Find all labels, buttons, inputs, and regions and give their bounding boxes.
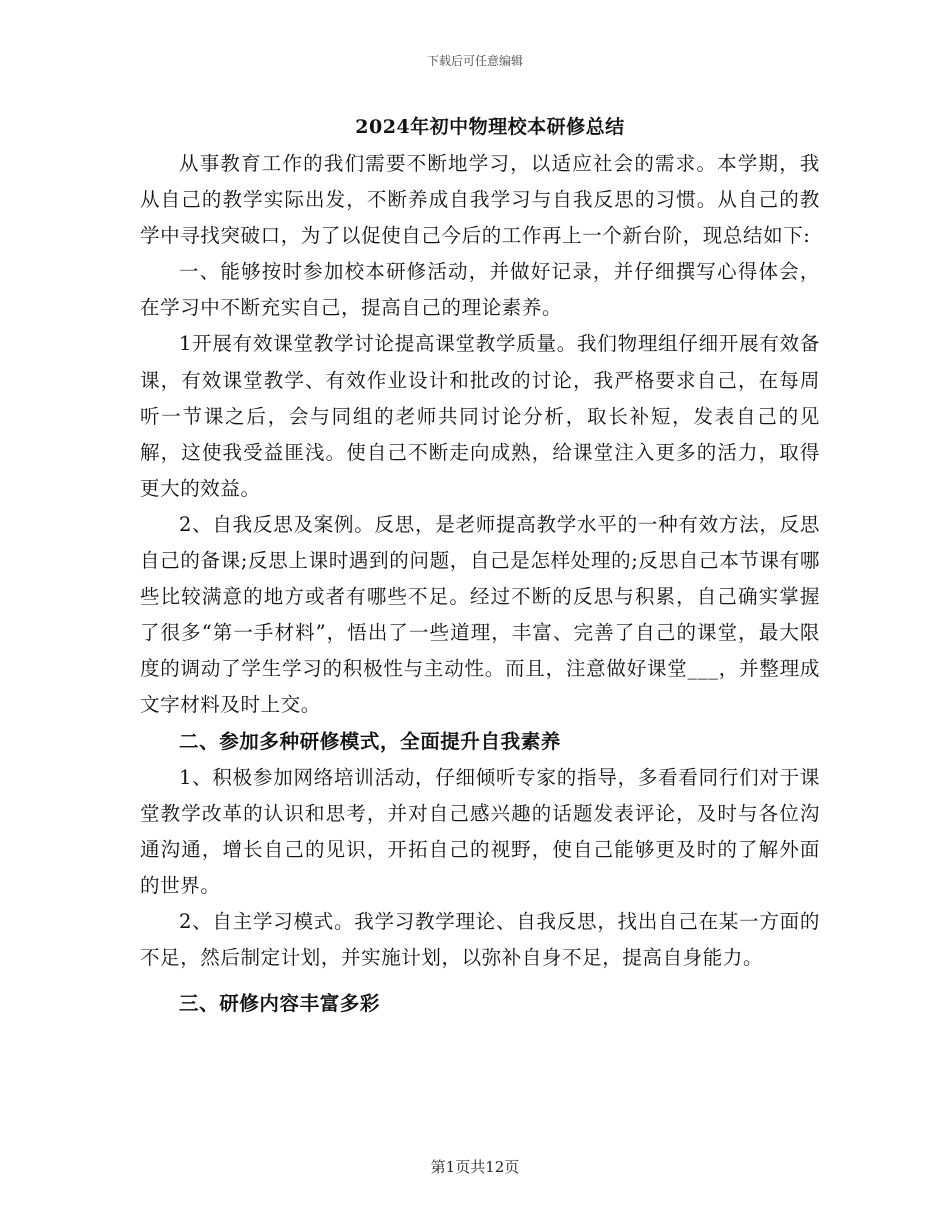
page-footer-pagination: 第1页共12页 (430, 1158, 520, 1176)
document-body (140, 146, 820, 1022)
paragraph-intro: 从事教育工作的我们需要不断地学习，以适应社会的需求。本学期，我从自己的教学实际出发，不断养成自我学习与自我反思的习惯。从自己的教学中寻找突破口，为了以促使自己今后的工作再上一个新台阶，现总结如下: (140, 152, 820, 248)
document-title: 2024年初中物理校本研修总结 (355, 116, 625, 138)
paragraph-item-1-2: 2、自我反思及案例。反思，是老师提高教学水平的一种有效方法，反思自己的备课;反思上课时遇到的问题，自己是怎样处理的;反思自己本节课有哪些比较满意的地方或者有哪些不足。经过不断的反思与积累，自己确实掌握了很多“第一手材料”，悟出了一些道理，丰富、完善了自己的课堂，最大限度的调动了学生学习的积极性与主动性。而且，注意做好课堂___，并整理成文字材料及时上交。 (140, 512, 820, 717)
paragraph-section-1: 一、能够按时参加校本研修活动，并做好记录，并仔细撰写心得体会，在学习中不断充实自己，提高自己的理论素养。 (140, 260, 820, 320)
paragraph-item-2-1: 1、积极参加网络培训活动，仔细倾听专家的指导，多看看同行们对于课堂教学改革的认识和思考，并对自己感兴趣的话题发表评论，及时与各位沟通沟通，增长自己的见识，开拓自己的视野，使自己能够更及时的了解外面的世界。 (140, 765, 820, 897)
heading-section-2: 二、参加多种研修模式，全面提升自我素养 (179, 729, 561, 753)
paragraph-item-1-1: 1开展有效课堂教学讨论提高课堂教学质量。我们物理组仔细开展有效备课，有效课堂教学、有效作业设计和批改的讨论，我严格要求自己，在每周听一节课之后，会与同组的老师共同讨论分析，取长补短，发表自己的见解，这使我受益匪浅。使自己不断走向成熟，给课堂注入更多的活力，取得更大的效益。 (140, 332, 820, 500)
heading-section-3: 三、研修内容丰富多彩 (179, 992, 381, 1016)
page-header-note: 下载后可任意编辑 (426, 54, 523, 68)
paragraph-item-2-2: 2、自主学习模式。我学习教学理论、自我反思，找出自己在某一方面的不足，然后制定计划，并实施计划，以弥补自身不足，提高自身能力。 (140, 909, 820, 970)
